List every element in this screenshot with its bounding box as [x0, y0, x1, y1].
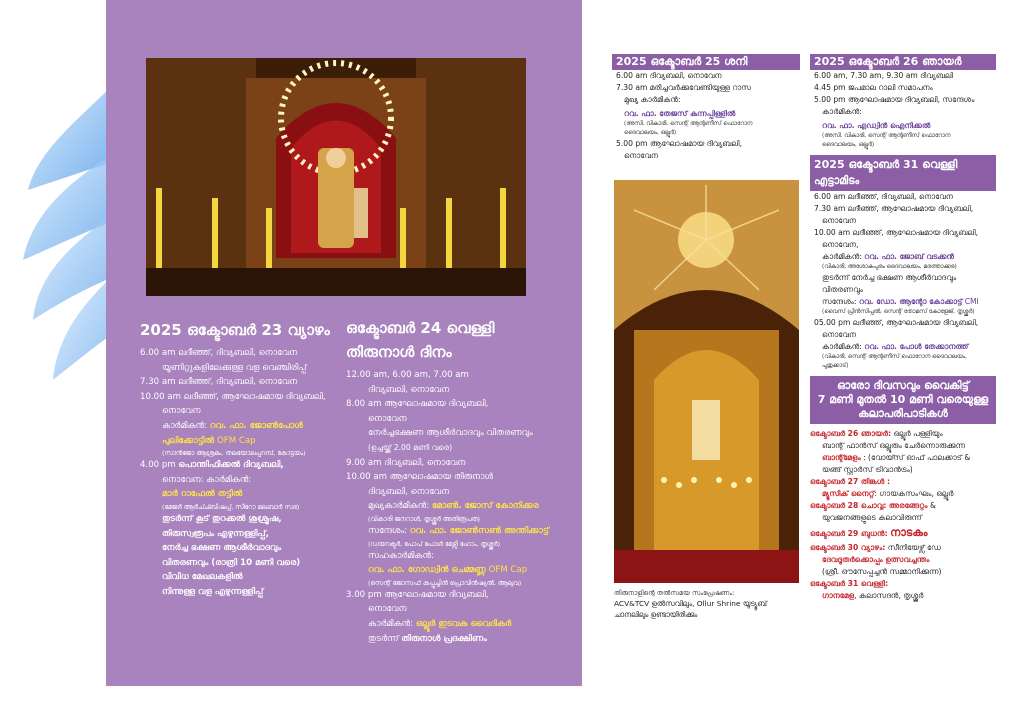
preacher-subtitle: (ഡയറക്ടർ, പോപ് പോൾ മേഴ്സി ഹോം, തൃശ്ശൂർ) [368, 539, 501, 548]
schedule-line: ദിവ്യബലി, നൊവേന [368, 486, 450, 497]
schedule-line: (ഉച്ചയ്ക്ക് 2.00 മണി വരെ) [368, 442, 453, 452]
preacher-line: സന്ദേശം: റവ. ഡോ. ആന്റോ കോക്കാട്ട് CMI [822, 297, 979, 306]
event-line: മ്യൂസിക് നൈറ്റ്: ഗായകസംഘം, ഒല്ലൂർ [822, 489, 954, 498]
co-celebrant-line: റവ. ഫാ. ഗോഡ്വിൻ ചെമ്മണ്ണ OFM Cap [368, 565, 528, 576]
schedule-line: 6.00 am ലദീഞ്ഞ്, ദിവ്യബലി, നൊവേന [140, 348, 298, 358]
oct24-title: ഒക്ടോബർ 24 വെള്ളി [346, 319, 495, 337]
event-line: (ശ്രീ. ഔസേപ്പച്ചൻ സമ്മാനിക്കുന്ന) [822, 567, 942, 576]
celebrant-subtitle: പുതുക്കാട്) [822, 363, 849, 369]
oct31-header [810, 155, 996, 191]
event-line: ബാന്റ്മേളം : (വോയ്സ് ഓഫ് പാലക്കാട് & [822, 453, 971, 462]
celebrant-subtitle: (സാൻജോ ആശ്രമം, തലയോലപ്പറമ്പ്, കോട്ടയം) [162, 449, 306, 458]
schedule-line: 12.00 am, 6.00 am, 7.00 am [346, 370, 469, 380]
schedule-line: 10.00 am ലദീഞ്ഞ്, ആഘോഷമായ ദിവ്യബലി, [140, 391, 326, 402]
schedule-line: നൊവേന [822, 330, 857, 339]
schedule-line: 6.00 am ദിവ്യബലി, നൊവേന [616, 71, 722, 80]
schedule-line: മുഖ്യ കാർമികൻ: [624, 95, 681, 104]
schedule-line: 5.00 pm ആഘോഷമായ ദിവ്യബലി, സന്ദേശം [814, 95, 975, 104]
event-line: ഒക്ടോബർ 28 ചൊവ്വ: അരങ്ങേറ്റം & [810, 501, 936, 510]
feast-day-title: തിരുനാൾ ദിനം [346, 343, 452, 361]
co-celebrant-subtitle: (സെന്റ് ജോസഫ് കപ്പൂച്ചിൻ പ്രൊവിൻഷ്യൽ, ആലുവ) [368, 578, 522, 587]
schedule-line: വിതരണവും [822, 285, 863, 294]
schedule-line: ദിവ്യബലി, നൊവേന [368, 384, 450, 395]
caption-line: ACV&TCV ഉൽസവിലും, Ollur Shrine യൂട്യൂബ് [614, 599, 767, 608]
event-line: ഒക്ടോബർ 30 വ്യാഴം: സീനിയേഴ്സ് ഡേ [810, 543, 941, 552]
schedule-line: വിവിധ മേഖലകളിൽ [162, 572, 243, 583]
broadcast-caption [614, 588, 804, 620]
celebrant-line: കാർമികൻ: ഒല്ലൂർ ഇടവക വൈദികർ [368, 618, 512, 629]
schedule-line: നൊവേന [368, 604, 407, 615]
celebrant-subtitle: (വികാരി, അശോകപുരം ദൈവാലയം, മരത്താക്കര) [822, 264, 957, 270]
shrine-altar-photo [146, 58, 526, 296]
cultural-header-line: 7 മണി മുതൽ 10 മണി വരെയുള്ള [817, 393, 989, 406]
oct24-schedule [346, 316, 578, 646]
celebrant-subtitle: (അസി. വികാരി, സെന്റ് ആന്റണീസ് ഫൊറോന [624, 121, 753, 127]
procession-line: തുടർന്ന് തിരുനാൾ പ്രദക്ഷിണം [368, 633, 487, 644]
schedule-line: 9.00 am ദിവ്യബലി, നൊവേന [346, 457, 466, 468]
oct23-title: 2025 ഒക്ടോബർ 23 വ്യാഴം [140, 321, 330, 339]
oct26-header: 2025 ഒക്ടോബർ 26 ഞായർ [810, 54, 996, 70]
celebrant-subtitle: (വികാരി, സെന്റ് ആന്റണീസ് ഫൊറോന ദൈവാലയം, [822, 354, 967, 360]
schedule-line: 8.00 am ആഘോഷമായ ദിവ്യബലി, [346, 399, 489, 410]
cultural-header-line: കലാപരിപാടികൾ [858, 407, 948, 420]
celebrant-subtitle: (വികാരി ജനറാൾ, തൃശ്ശൂർ അതിരൂപത) [368, 514, 481, 523]
schedule-line: നൊവേന, [822, 240, 859, 249]
event-line: ബാന്റ് ഫാൻസ് ഒല്ലൂരും ചേർന്നൊരുക്കുന്ന [822, 441, 966, 450]
celebrant-subtitle: (അസി. വികാരി, സെന്റ് ആന്റണീസ് ഫൊറോന [822, 133, 951, 139]
celebrant-line: പുലിക്കോട്ടിൽ OFM Cap [162, 435, 256, 446]
celebrant-line: കാർമികൻ: റവ. ഫാ. ജോൺപോൾ [162, 420, 303, 431]
event-line: ഗാനമേള, കലാസദൻ, തൃശ്ശൂർ [822, 591, 924, 600]
schedule-line: നൊവേന: കാർമികൻ: [162, 474, 252, 485]
schedule-line: 4.00 pm പൊന്തിഫിക്കൽ ദിവ്യബലി, [140, 460, 284, 471]
oct31-header-line: എട്ടാമിടം [814, 174, 860, 187]
oct25-block [612, 54, 800, 162]
event-line: യുവജനങ്ങളുടെ കലാവിരുന്ന് [822, 513, 922, 522]
schedule-line: കാർമികൻ: [822, 107, 862, 116]
schedule-line: വിതരണവും (രാത്രി 10 മണി വരെ) [162, 557, 301, 568]
schedule-line: നേർച്ച ഭക്ഷണ ആശീർവാദവും [162, 543, 282, 554]
event-line: യങ്ങ് സ്റ്റാർസ് ട്രിവാൻട്രം) [822, 465, 913, 474]
cultural-header [810, 376, 996, 424]
church-interior-photo [614, 180, 799, 583]
schedule-line: നിന്നുള്ള വള എഴുന്നള്ളിപ്പ് [162, 586, 264, 597]
bishop-subtitle: (മേജർ ആർച്ച്ബിഷപ്പ്, സീറോ മലബാർ സഭ) [162, 502, 300, 511]
celebrant-subtitle: ദൈവാലയം, ഒല്ലൂർ) [822, 142, 875, 148]
preacher-line: സന്ദേശം: റവ. ഫാ. ജോൺസൺ അന്തിക്കാട്ട് [368, 525, 549, 536]
event-line: ഒക്ടോബർ 31 വെള്ളി: [810, 579, 889, 588]
schedule-line: നൊവേന [368, 413, 407, 424]
schedule-line: നേർച്ചഭക്ഷണ ആശീർവാദവും വിതരണവും [368, 428, 533, 439]
celebrant-name: റവ. ഫാ. എഡ്വിൻ ഐനിക്കൽ [822, 121, 931, 130]
schedule-line: 10.00 am ആഘോഷമായ തിരുനാൾ [346, 472, 494, 483]
bishop-name: മാർ റാഫേൽ തട്ടിൽ [162, 489, 243, 500]
co-celebrant-label: സഹകാർമികൻ: [368, 550, 434, 561]
caption-line: തിരുനാളിന്റെ തൽസമയ സംപ്രേഷണം: [614, 589, 735, 597]
celebrant-subtitle: ദൈവാലയം, ഒല്ലൂർ) [624, 130, 677, 136]
oct31-header-line: 2025 ഒക്ടോബർ 31 വെള്ളി [814, 158, 958, 171]
schedule-line: 05.00 pm ലദീഞ്ഞ്, ആഘോഷമായ ദിവ്യബലി, [814, 318, 979, 327]
schedule-line: നൊവേന [822, 216, 857, 225]
schedule-line: തിരുസ്വരൂപം എഴുന്നള്ളിപ്പ്, [162, 528, 269, 539]
schedule-line: തുടർന്ന് കൂട് തുറക്കൽ ശുശ്രൂഷ, [162, 513, 282, 524]
schedule-line: 4.45 pm ജപമാല റാലി സമാപനം [814, 83, 933, 92]
schedule-line: നൊവേന [624, 151, 659, 160]
celebrant-name: റവ. ഫാ. തേജസ് കുന്നപ്പിള്ളിൽ [624, 109, 736, 118]
schedule-line: 7.30 am മരിച്ചവർക്കുവേണ്ടിയുള്ള റാസ [616, 83, 751, 92]
event-line: ഒക്ടോബർ 29 ബുധൻ: നാടകം [810, 526, 928, 539]
schedule-line: 10.00 am ലദീഞ്ഞ്, ആഘോഷമായ ദിവ്യബലി, [814, 228, 979, 237]
event-line: ദേവദൂതർക്കൊപ്പം ഉത്സവച്ചന്തം [822, 555, 930, 564]
schedule-line: 3.00 pm ആഘോഷമായ ദിവ്യബലി, [346, 589, 489, 600]
cultural-programs [810, 376, 996, 602]
schedule-line: യൂണിറ്റുകളിലേക്കുള്ള വള വെഞ്ചിരിപ്പ് [162, 362, 307, 373]
event-line: ഒക്ടോബർ 26 ഞായർ: ഒല്ലൂർ പള്ളിയും [810, 429, 943, 438]
schedule-line: 6.00 am ലദീഞ്ഞ്, ദിവ്യബലി, നൊവേന [814, 192, 953, 201]
oct31-block [810, 155, 996, 371]
schedule-line: 5.00 pm ആഘോഷമായ ദിവ്യബലി, [616, 139, 742, 148]
cultural-header-line: ഓരോ ദിവസവും വൈകിട്ട് [837, 379, 969, 392]
schedule-line: 7.30 am ലദീഞ്ഞ്, ആഘോഷമായ ദിവ്യബലി, [814, 204, 974, 213]
schedule-line: നൊവേന [162, 406, 201, 417]
event-line: ഒക്ടോബർ 27 തിങ്കൾ : [810, 477, 891, 486]
celebrant-line: കാർമികൻ: റവ. ഫാ. പോൾ തേക്കാനത്ത് [822, 342, 969, 351]
oct23-schedule [140, 318, 340, 600]
oct25-header: 2025 ഒക്ടോബർ 25 ശനി [612, 54, 800, 70]
celebrant-line: കാർമികൻ: റവ. ഫാ. ജോബ് വടക്കൻ [822, 252, 955, 261]
celebrant-line: മുഖ്യകാർമികൻ: മോൺ. ജോസ് കോനിക്കര [368, 501, 539, 512]
oct26-block [810, 54, 996, 150]
schedule-line: 6.00 am, 7.30 am, 9.30 am ദിവ്യബലി [814, 71, 954, 80]
preacher-subtitle: (വൈസ് പ്രിൻസിപ്പൽ, സെന്റ് തോമസ് കോളേജ്, തൃശ്ശൂർ) [822, 309, 975, 315]
caption-line: ചാനലിലും ഉണ്ടായിരിക്കും [614, 610, 698, 619]
schedule-line: 7.30 am ലദീഞ്ഞ്, ദിവ്യബലി, നൊവേന [140, 377, 298, 388]
schedule-line: തുടർന്ന് നേർച്ച ഭക്ഷണ ആശീർവാദവും [822, 273, 957, 282]
